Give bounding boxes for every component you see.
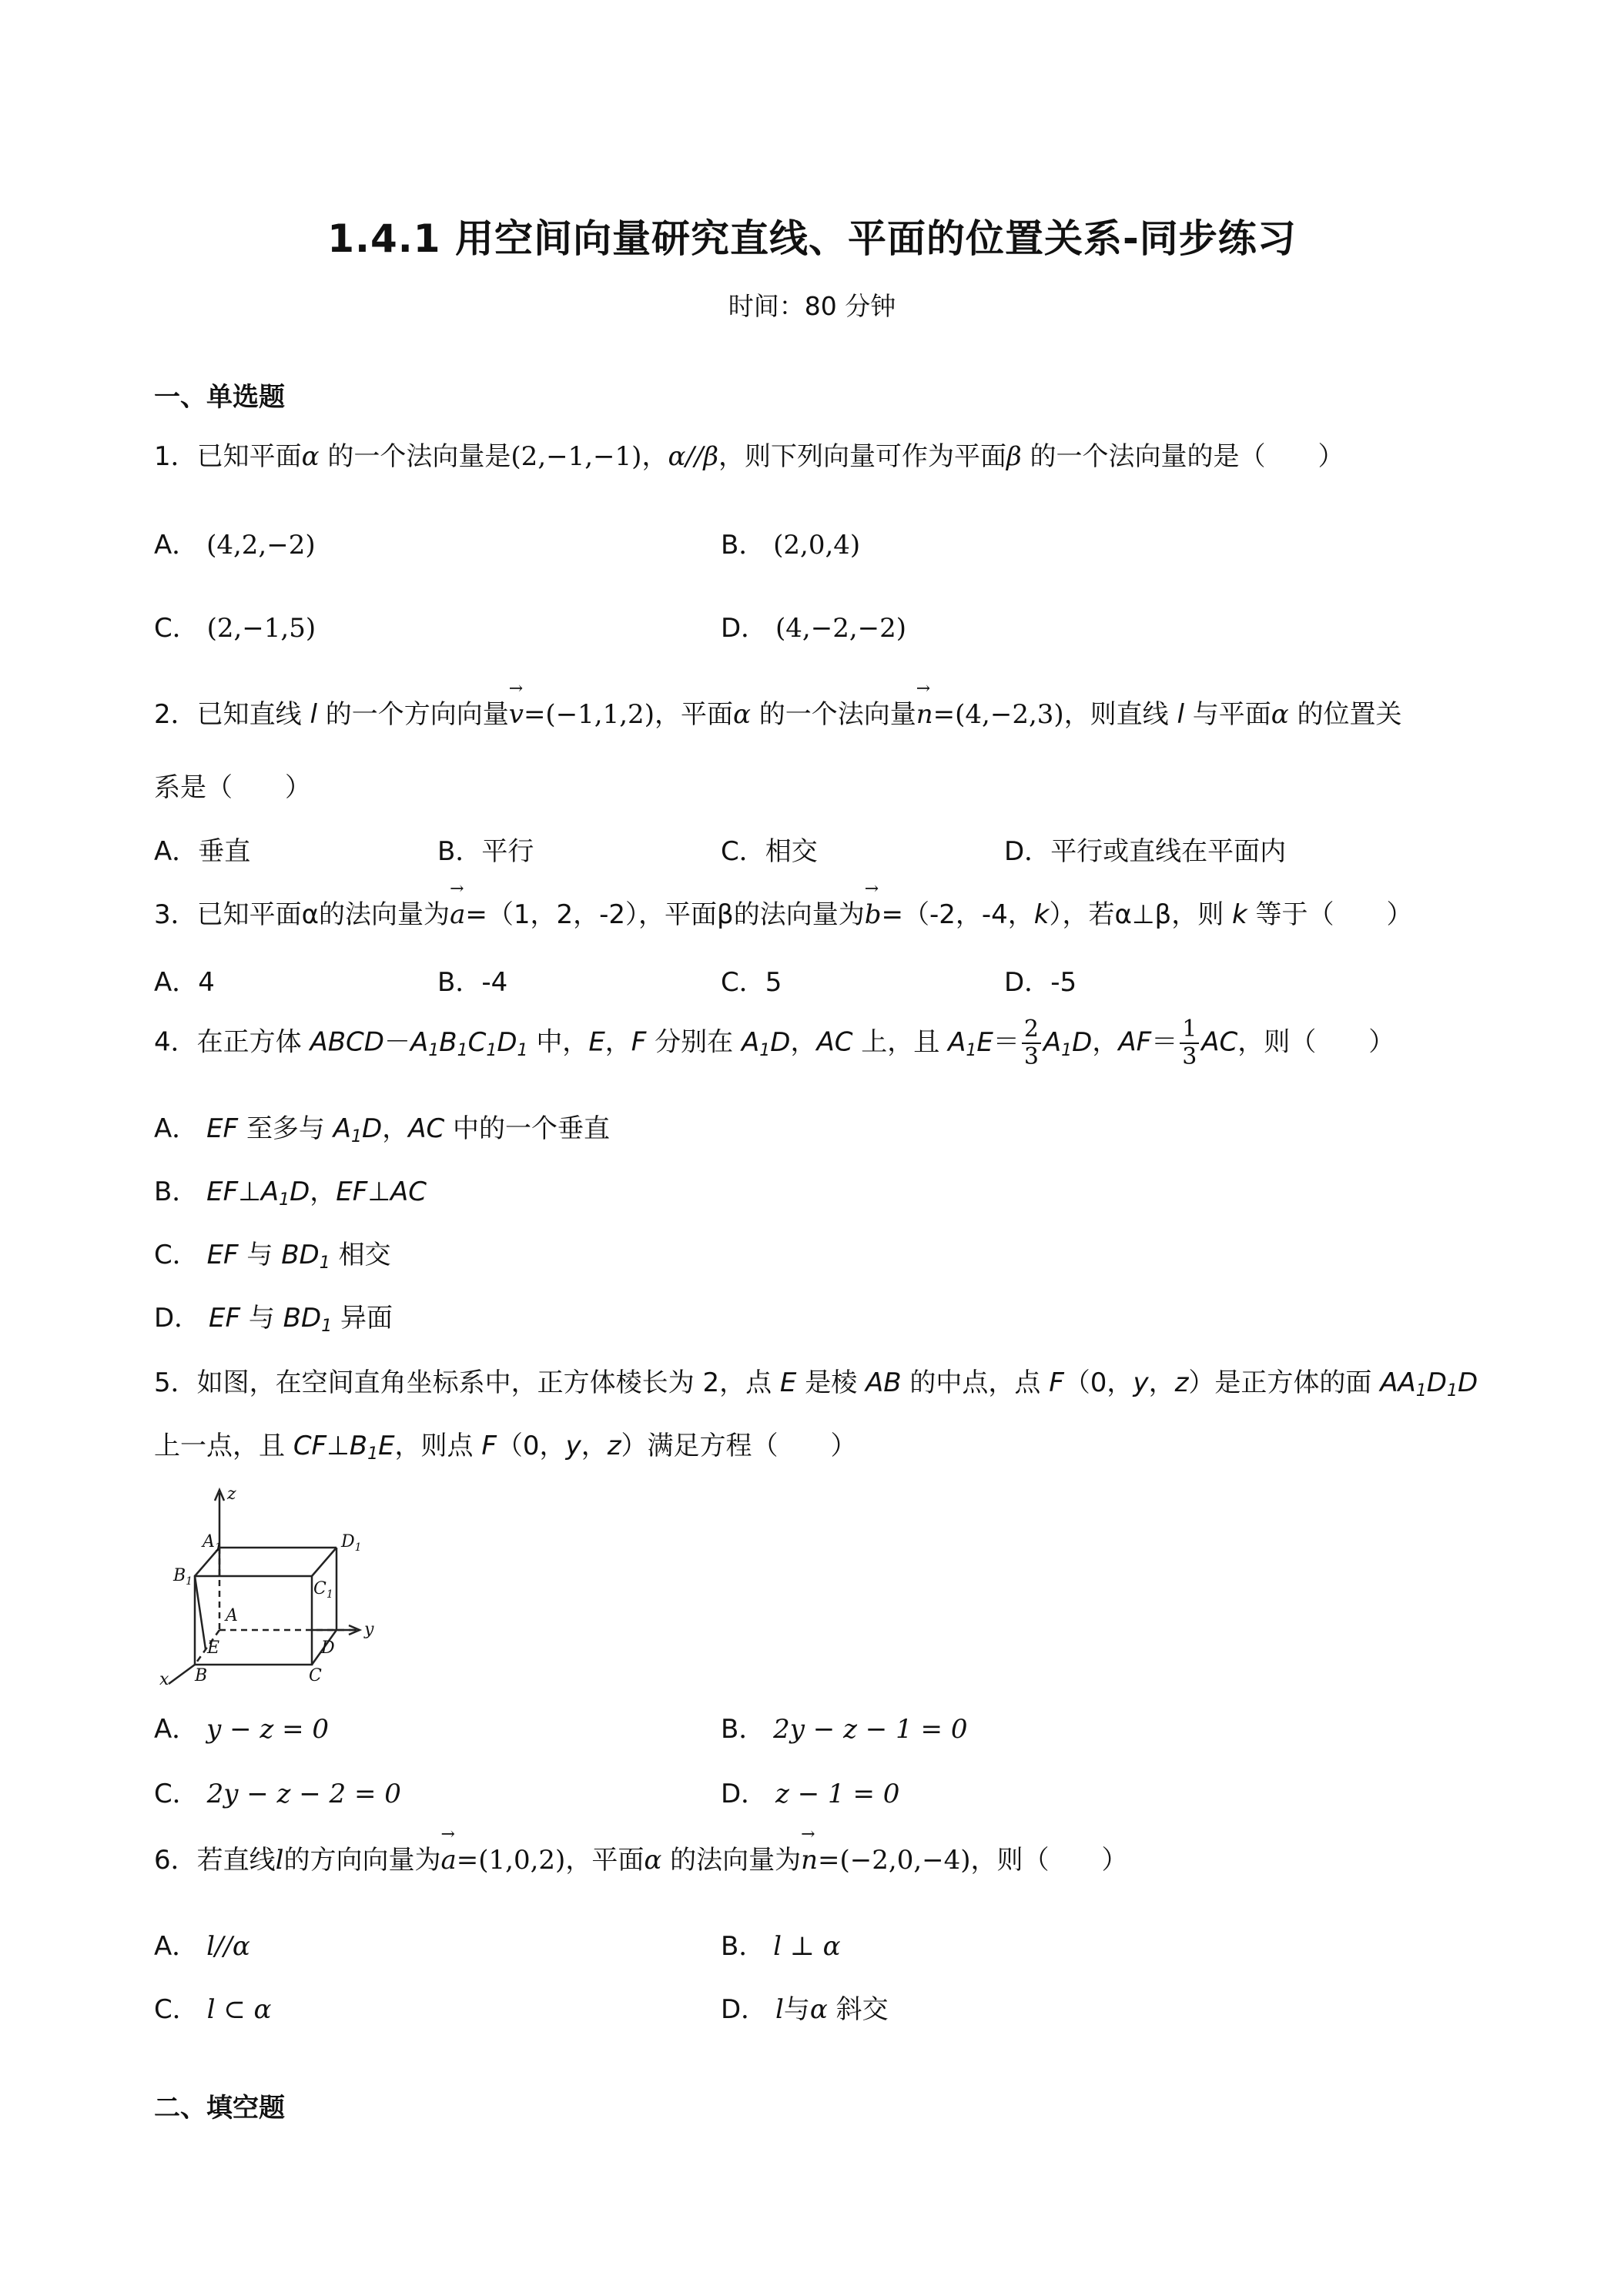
q5-option-d[interactable]: D． z − 1 = 0 bbox=[721, 1779, 900, 1809]
question-3: 3．已知平面α的法向量为→ a=（1，2，-2），平面β的法向量为→ b=（-2，-4，k），若α⊥β，则 k 等于（ ） bbox=[154, 893, 1413, 931]
svg-text:x: x bbox=[159, 1670, 169, 1686]
q4-option-a[interactable]: A． EF 至多与 $A_1D$，AC 中的一个垂直 bbox=[154, 1113, 611, 1146]
q2-option-d[interactable]: D．平行或直线在平面内 bbox=[1004, 836, 1287, 867]
q3-option-d[interactable]: D．-5 bbox=[1004, 967, 1077, 998]
q3-option-b[interactable]: B．-4 bbox=[437, 967, 508, 998]
q6-option-c[interactable]: C． l ⊂ α bbox=[154, 1994, 272, 2025]
page-title: 1.4.1 用空间向量研究直线、平面的位置关系-同步练习 bbox=[327, 216, 1297, 261]
cube-coordinate-figure bbox=[158, 1482, 381, 1686]
svg-text:A1: $A_1$ bbox=[203, 1532, 222, 1554]
x-axis bbox=[169, 1665, 195, 1684]
q1-number: 1． bbox=[154, 441, 197, 472]
question-5-line2: 上一点，且 $CF\perp B_1E$，则点 F（0，y，z）满足方程（ ） bbox=[154, 1431, 857, 1464]
question-1: 1．已知平面α 的一个法向量是(2,−1,−1)，α//β，则下列向量可作为平面β 的一个法向量的是（ ） bbox=[154, 441, 1344, 472]
q4-option-c[interactable]: C． EF 与 $BD_1$ 相交 bbox=[154, 1240, 391, 1273]
q1-option-c[interactable]: C． (2,−1,5) bbox=[154, 613, 316, 644]
q5-option-b[interactable]: B． 2y − z − 1 = 0 bbox=[721, 1714, 968, 1745]
svg-text:D1: $D_1$ bbox=[341, 1532, 362, 1554]
svg-text:B1: $B_1$ bbox=[173, 1566, 193, 1588]
q2-option-b[interactable]: B．平行 bbox=[437, 836, 534, 867]
question-2-line2: 系是（ ） bbox=[154, 772, 311, 803]
svg-text:E: E bbox=[207, 1638, 220, 1658]
svg-text:A: A bbox=[226, 1606, 238, 1625]
fraction-two-thirds: $\frac{2}{3}$ bbox=[1022, 1016, 1041, 1070]
q1-option-d[interactable]: D． (4,−2,−2) bbox=[721, 613, 907, 644]
question-4: 4．在正方体 $ABCD-A_1B_1C_1D_1$ 中，E，F 分别在 $A_1D$，AC 上，且 $A_1E=$ $\frac{2}{3}$ $A_1D$，AF＝ $\frac{1}{3}$ AC，则（ ） bbox=[154, 1016, 1395, 1070]
q4-option-d[interactable]: D． EF 与 $BD_1$ 异面 bbox=[154, 1303, 393, 1336]
q3-number: 3． bbox=[154, 899, 197, 930]
q4-number: 4． bbox=[154, 1026, 197, 1058]
svg-text:D: D bbox=[321, 1638, 335, 1658]
q5-option-a[interactable]: A． y − z = 0 bbox=[154, 1714, 330, 1745]
svg-text:y: y bbox=[364, 1620, 374, 1639]
section-single-choice: 一、单选题 bbox=[154, 382, 285, 413]
segment-b1e bbox=[195, 1576, 206, 1649]
q3-option-c[interactable]: C．5 bbox=[721, 967, 782, 998]
svg-text:B: B bbox=[195, 1666, 208, 1685]
q2-number: 2． bbox=[154, 699, 197, 730]
q5-option-c[interactable]: C． 2y − z − 2 = 0 bbox=[154, 1779, 401, 1809]
question-2: 2．已知直线 l 的一个方向向量→ v=(−1,1,2)，平面α 的一个法向量→ n=(4,−2,3)，则直线 l 与平面α 的位置关 bbox=[154, 693, 1402, 731]
q1-option-a[interactable]: A． (4,2,−2) bbox=[154, 530, 316, 561]
q1-option-b[interactable]: B． (2,0,4) bbox=[721, 530, 861, 561]
q2-option-a[interactable]: A．垂直 bbox=[154, 836, 251, 867]
q3-option-a[interactable]: A．4 bbox=[154, 967, 215, 998]
question-5: 5．如图，在空间直角坐标系中，正方体棱长为 2，点 E 是棱 AB 的中点，点 F（0，y，z）是正方体的面 $AA_1D_1D$ bbox=[154, 1367, 1478, 1401]
q6-option-b[interactable]: B． l ⊥ α bbox=[721, 1931, 841, 1962]
question-6: 6．若直线l的方向向量为→ a=(1,0,2)，平面α 的法向量为→ n=(−2,0,−4)，则（ ） bbox=[154, 1839, 1128, 1876]
fraction-one-third: $\frac{1}{3}$ bbox=[1180, 1016, 1199, 1070]
q5-number: 5． bbox=[154, 1367, 197, 1398]
time-limit: 时间：80 分钟 bbox=[728, 291, 896, 321]
q4-option-b[interactable]: B． $EF\perp A_1D$，EF⊥AC bbox=[154, 1176, 427, 1210]
q6-option-a[interactable]: A． l//α bbox=[154, 1931, 250, 1962]
section-fill-blank: 二、填空题 bbox=[154, 2093, 285, 2124]
svg-text:C: C bbox=[309, 1666, 322, 1685]
q6-option-d[interactable]: D． l与α 斜交 bbox=[721, 1994, 889, 2025]
svg-text:z: z bbox=[227, 1484, 236, 1504]
q2-option-c[interactable]: C．相交 bbox=[721, 836, 818, 867]
q6-number: 6． bbox=[154, 1845, 197, 1876]
svg-text:C1: $C_1$ bbox=[313, 1579, 333, 1601]
